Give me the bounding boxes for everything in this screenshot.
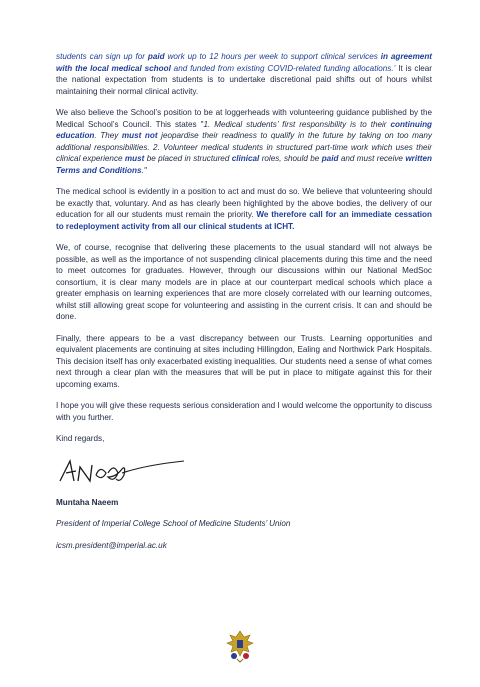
letter-body xyxy=(56,51,432,561)
text-run: paid xyxy=(147,52,165,61)
text-run: We therefore call for an immediate cessation to redeployment activity from all our clinical students at ICHT. xyxy=(56,210,432,231)
closing-salutation: Kind regards, xyxy=(56,434,105,443)
signature-icon xyxy=(56,455,432,487)
text-run: continuing education xyxy=(56,119,433,140)
signer-name: Muntaha Naeem xyxy=(56,497,119,507)
paragraph-3 xyxy=(56,186,432,232)
text-run: We also believe the School’s position to be at loggerheads with volunteering guidance published by the Medical School’s Council. This states " xyxy=(56,108,432,129)
paragraph-2 xyxy=(56,107,432,176)
text-run: must xyxy=(124,154,145,163)
text-run: ." xyxy=(141,165,147,175)
text-run: roles, should be xyxy=(259,154,322,163)
text-run: paid xyxy=(321,154,339,163)
paragraph-1 xyxy=(56,51,432,97)
text-run: and funded from existing COVID-related funding allocations.’ xyxy=(170,63,396,73)
text-run: must not xyxy=(121,131,158,140)
text-run: be placed in structured xyxy=(144,154,232,163)
text-run: written Terms and Conditions xyxy=(56,154,432,175)
text-run: clinical xyxy=(231,154,260,163)
text-run: work up to 12 hours per week to support clinical services xyxy=(164,52,381,61)
text-run: in agreement with the local medical school xyxy=(56,52,432,73)
signer-role: President of Imperial College School of Medicine Students’ Union xyxy=(56,519,291,528)
paragraph-5: Finally, there appears to be a vast discrepancy between our Trusts. Learning opportunities and equivalent placements are continuing at sites including Hillingdon, Ealing and Northwick Park Hospitals. This decision itself has only exacerbated existing inequalities. Our students need a sense of what comes next through a clear plan with the measures that will be put in place to mitigate against this for their upcoming exams. xyxy=(56,333,432,389)
crest-icon xyxy=(225,629,255,663)
text-run: It is clear the national expectation from students is to undertake discretional paid shifts out of hours whilst maintaining their normal clinical activity. xyxy=(56,63,433,96)
text-run: and must receive xyxy=(338,154,406,163)
paragraph-6: I hope you will give these requests serious consideration and I would welcome the opportunity to discuss with you further. xyxy=(56,401,432,422)
paragraph-4: We, of course, recognise that delivering these placements to the usual standard will not always be possible, as well as the importance of not suspending clinical placements during this time and the need to meet outcomes for graduates. However, through our discussions within our National MedSoc consortium, it is clear many models are in place at our counterpart medical schools which place a greater emphasis on learning experiences that are more closely correlated with our learning outcomes, whilst still allowing great scope for volunteering and assisting in the current crisis. It can and should be done. xyxy=(56,243,432,321)
text-run: jeopardise their readiness to qualify in the future by taking on too many additional responsibilities. 2. Volunteer medical students in structured part-time work which uses their clinical experience xyxy=(56,131,432,163)
text-run: 1. Medical students’ first responsibility is to their xyxy=(203,119,391,129)
text-run: . They xyxy=(94,131,122,140)
text-run: The medical school is evidently in a position to act and must do so. We believe that volunteering should be exactly that, voluntary. And as has clearly been highlighted by the above bodies, the delivery of our education for all our students must remain the priority. xyxy=(56,187,432,219)
signer-email: icsm.president@imperial.ac.uk xyxy=(56,540,167,550)
text-run: students can sign up for xyxy=(56,52,148,61)
